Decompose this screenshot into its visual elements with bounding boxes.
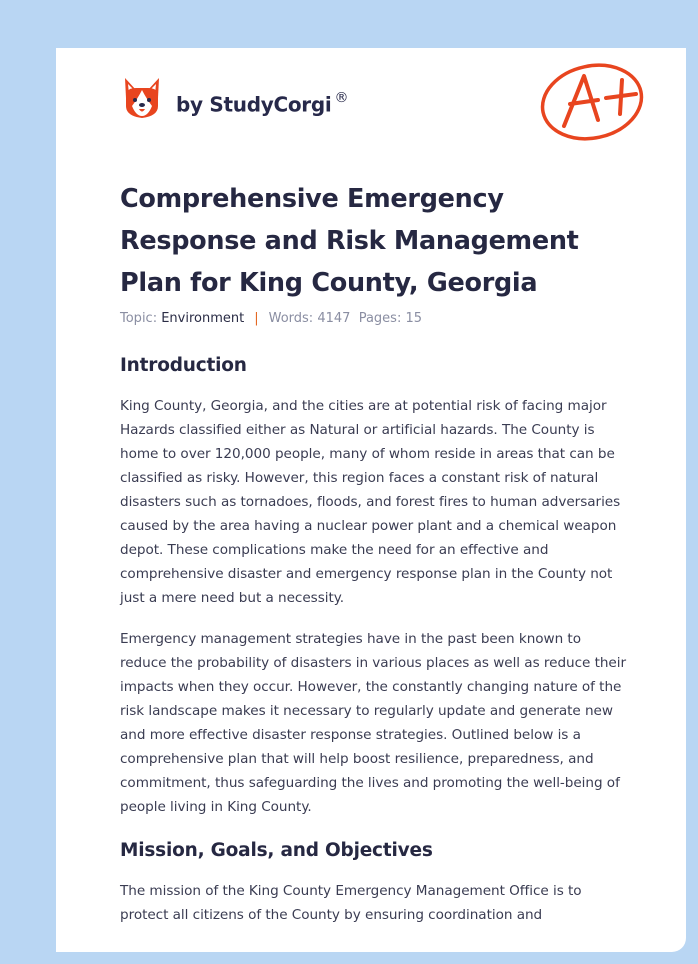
section-heading-introduction: Introduction [120, 355, 247, 376]
intro-paragraph-1: King County, Georgia, and the cities are at potential risk of facing major Hazards classified either as Natural or artificial hazards. The County is home to over 120,000 people, many of whom reside in areas that can be classified as risky. However, this region faces a constant risk of natural disasters such as tornadoes, floods, and forest fires to human adversaries caused by the area having a nuclear power plant and a chemical weapon depot. These complications make the need for an effective and comprehensive disaster and emergency response plan in the County not just a mere need but a necessity. [120, 398, 621, 606]
a-plus-badge [536, 58, 654, 148]
corgi-icon [122, 76, 162, 120]
a-plus-grade-icon [536, 58, 654, 144]
topic-label: Topic: [120, 311, 158, 326]
meta-separator: | [254, 311, 259, 326]
registered-mark: ® [334, 89, 349, 106]
document-meta [120, 311, 422, 326]
document-card [56, 48, 686, 952]
words-label: Words: [268, 311, 314, 326]
document-title: Comprehensive Emergency Response and Risk Management Plan for King County, Georgia [120, 184, 579, 298]
studycorgi-logo[interactable] [122, 76, 348, 120]
mission-paragraph-1: The mission of the King County Emergency Management Office is to protect all citizens of the County by ensuring coordination and [120, 883, 582, 923]
brand-name [176, 89, 349, 117]
section-heading-mission: Mission, Goals, and Objectives [120, 840, 433, 861]
document-body [120, 352, 630, 927]
words-count: 4147 [317, 311, 351, 326]
pages-label: Pages: [358, 311, 402, 326]
pages-count: 15 [405, 311, 423, 326]
intro-paragraph-2: Emergency management strategies have in the past been known to reduce the probability of disasters in various places as well as reduce their impacts when they occur. However, the constantly changing nature of the risk landscape makes it necessary to regularly update and generate new and more effective disaster response strategies. Outlined below is a comprehensive plan that will help boost resilience, preparedness, and commitment, thus safeguarding the lives and promoting the well-being of people living in King County. [120, 631, 627, 815]
topic-link[interactable]: Environment [161, 311, 245, 326]
brand-text: by StudyCorgi [176, 92, 332, 117]
